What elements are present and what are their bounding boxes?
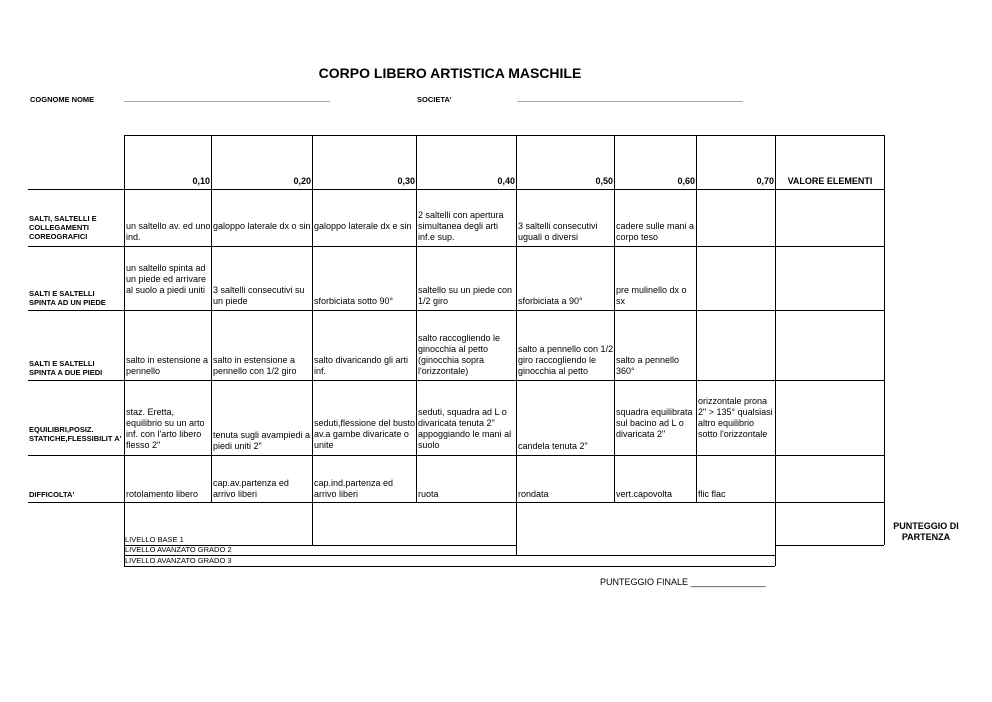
cell-r3-c4: salto raccogliendo le ginocchia al petto (ginocchia sopra l'orizzontale) [418, 333, 501, 376]
cell-r2-c2: 3 saltelli consecutivi su un piede [213, 285, 305, 306]
cell-r5-c2: cap.av.partenza ed arrivo liberi [213, 478, 289, 499]
societa-field[interactable] [517, 101, 743, 102]
cell-r3-c5: salto a pennello con 1/2 giro raccogliendo le ginocchia al petto [518, 344, 614, 376]
cognome-nome-field[interactable] [124, 101, 330, 102]
punteggio-partenza-box[interactable] [776, 503, 884, 545]
value-header-7: 0,70 [756, 176, 774, 186]
cell-r5-c4: ruota [418, 489, 439, 499]
cell-r5-c6: vert.capovolta [616, 489, 673, 499]
cell-r4-c6: squadra equilibrata sul bacino ad L o divaricata 2" [616, 407, 693, 439]
cell-r4-c4: seduti, squadra ad L o divaricata tenuta 2" appoggiando le mani al suolo [418, 407, 512, 450]
cell-r2-c4: saltello su un piede con 1/2 giro [418, 285, 513, 306]
cell-r1-c5: 3 saltelli consecutivi uguali o diversi [518, 221, 598, 242]
level-base-1: LIVELLO BASE 1 [125, 535, 184, 544]
value-header-6: 0,60 [677, 176, 695, 186]
cell-r1-c2: galoppo laterale dx o sin [213, 221, 311, 231]
cell-r4-c1: staz. Eretta, equilibrio su un arto inf. con l'arto libero flesso 2" [126, 407, 205, 450]
cell-r2-c5: sforbiciata a 90° [518, 296, 583, 306]
cell-r4-c5: candela tenuta 2" [518, 441, 588, 451]
cell-r4-c3: seduti,flessione del busto av.a gambe divaricate o unite [314, 418, 416, 450]
row-label-equilibri: EQUILIBRI,POSIZ. STATICHE,FLESSIBILIT A' [29, 425, 122, 443]
cell-r2-c1: un saltello spinta ad un piede ed arrivare al suolo a piedi uniti [126, 263, 207, 295]
cognome-nome-label: COGNOME NOME [30, 95, 95, 104]
punteggio-partenza-label: PUNTEGGIO DI PARTENZA [893, 521, 959, 542]
cell-r1-c1: un saltello av. ed uno ind. [126, 221, 211, 242]
cell-r5-c1: rotolamento libero [126, 489, 199, 499]
cell-r3-c3: salto divaricando gli arti inf. [314, 355, 409, 376]
cell-r2-c6: pre mulinello dx o sx [616, 285, 687, 306]
cell-r5-c7: flic flac [698, 489, 726, 499]
cell-r4-c2: tenuta sugli avampiedi a piedi uniti 2" [213, 430, 311, 451]
cell-r3-c2: salto in estensione a pennello con 1/2 giro [213, 355, 297, 376]
row-label-difficolta: DIFFICOLTA' [29, 490, 75, 499]
valore-elementi-header: VALORE ELEMENTI [787, 176, 873, 186]
societa-label: SOCIETA' [417, 95, 452, 104]
cell-r5-c5: rondata [518, 489, 549, 499]
cell-r1-c6: cadere sulle mani a corpo teso [616, 221, 695, 242]
punteggio-finale: PUNTEGGIO FINALE _______________ [600, 577, 766, 587]
cell-r4-c7: orizzontale prona 2" > 135° qualsiasi altro equilibrio sotto l'orizzontale [698, 396, 773, 439]
value-header-1: 0,10 [192, 176, 210, 186]
cell-r2-c3: sforbiciata sotto 90° [314, 296, 394, 306]
value-header-5: 0,50 [595, 176, 613, 186]
value-header-3: 0,30 [397, 176, 415, 186]
level-avanzato-2: LIVELLO AVANZATO GRADO 2 [125, 545, 232, 554]
value-header-2: 0,20 [293, 176, 311, 186]
cell-r5-c3: cap.ind.partenza ed arrivo liberi [314, 478, 394, 499]
cell-r1-c3: galoppo laterale dx e sin [314, 221, 412, 231]
cell-r1-c4: 2 saltelli con apertura simultanea degli arti inf.e sup. [418, 210, 504, 242]
cell-r3-c6: salto a pennello 360° [616, 355, 680, 376]
row-label-spinta-due-piedi: SALTI E SALTELLI SPINTA A DUE PIEDI [29, 359, 103, 377]
page-title: CORPO LIBERO ARTISTICA MASCHILE [318, 65, 582, 81]
level-avanzato-3: LIVELLO AVANZATO GRADO 3 [125, 556, 232, 565]
row-label-salti-saltelli: SALTI, SALTELLI E COLLEGAMENTI COREOGRAFICI [29, 214, 97, 241]
cell-r3-c1: salto in estensione a pennello [126, 355, 209, 376]
row-label-spinta-un-piede: SALTI E SALTELLI SPINTA AD UN PIEDE [29, 289, 106, 307]
value-header-4: 0,40 [497, 176, 515, 186]
